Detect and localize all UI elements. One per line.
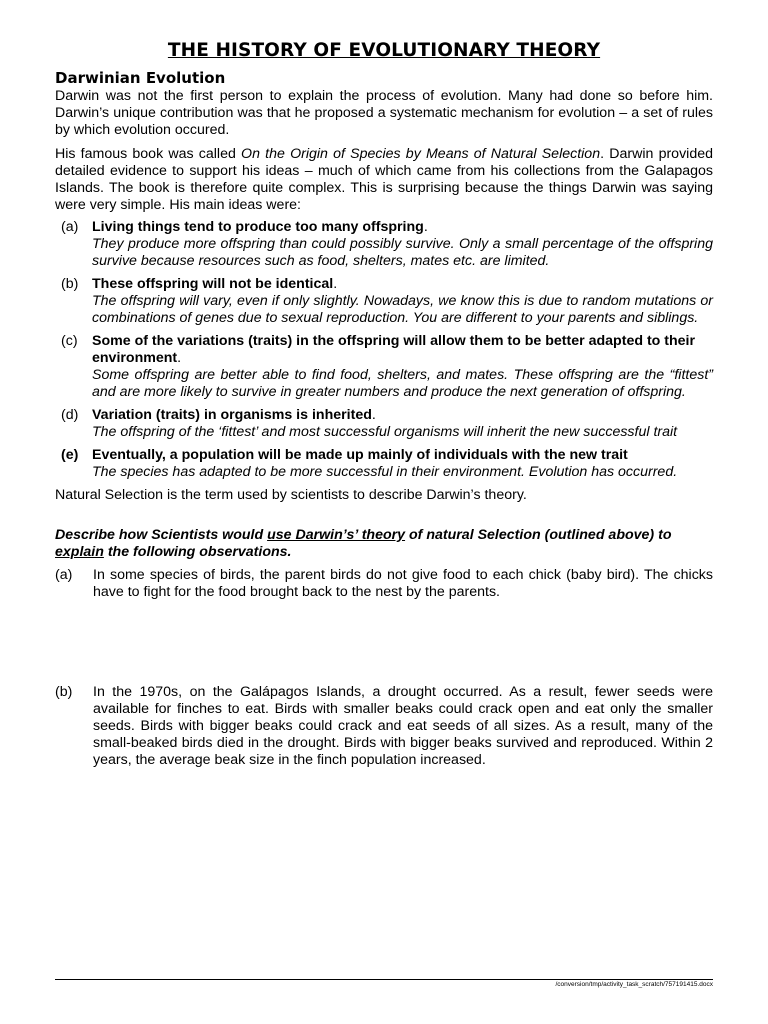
idea-heading: These offspring will not be identical (92, 276, 334, 293)
idea-detail: The offspring will vary, even if only slightly. Nowadays, we know this is due to random mutations or combinations of genes due to sexual reproduction. You are different to your parents and siblings. (92, 293, 713, 327)
question-emphasis: use Darwin’s’ theory (267, 526, 406, 543)
main-ideas-list (55, 219, 713, 481)
book-paragraph-end: . Darwin provided detailed evidence to support his ideas – much of which came from his collections from the Galapagos Islands. The book is therefore quite complex. This is surprising because the things Darwin was saying were very simple. His main ideas were: (55, 145, 713, 214)
document-page (55, 40, 713, 769)
idea-label: (a) (61, 219, 79, 236)
observation-label: (b) (55, 683, 73, 700)
idea-label: (b) (61, 276, 79, 293)
document-title: THE HISTORY OF EVOLUTIONARY THEORY (167, 40, 601, 61)
idea-heading: Some of the variations (traits) in the offspring will allow them to be better adapted to their environment (92, 333, 696, 367)
idea-detail: The species has adapted to be more successful in their environment. Evolution has occurred. (92, 464, 678, 481)
idea-punct: . (371, 407, 376, 424)
idea-heading: Eventually, a population will be made up mainly of individuals with the new trait (92, 447, 628, 464)
idea-item (55, 276, 713, 327)
idea-detail: They produce more offspring than could possibly survive. Only a small percentage of the offspring survive because resources such as food, shelters, mates etc. are limited. (92, 236, 713, 270)
idea-item (55, 333, 713, 401)
book-title: On the Origin of Species by Means of Natural Selection (241, 145, 601, 162)
question-text: the following observations. (103, 543, 292, 560)
idea-punct: . (423, 219, 428, 236)
question-text: of natural Selection (outlined above) to (405, 526, 672, 543)
idea-label: (d) (61, 407, 79, 424)
idea-punct: . (333, 276, 338, 293)
observation-item (55, 684, 713, 769)
question-prompt (55, 527, 713, 561)
observation-text: In some species of birds, the parent birds do not give food to each chick (baby bird). The chicks have to fight for the food brought back to the nest by the parents. (93, 566, 713, 600)
intro-paragraph: Darwin was not the first person to explain the process of evolution. Many had done so before him. Darwin’s unique contribution was that he proposed a systematic mechanism for evolution – a set of rules by which evolution occured. (55, 88, 713, 139)
natural-selection-note: Natural Selection is the term used by scientists to describe Darwin’s theory. (55, 487, 527, 504)
idea-detail: The offspring of the ‘fittest’ and most successful organisms will inherit the new successful trait (92, 424, 678, 441)
book-paragraph (55, 146, 713, 215)
observation-text: In the 1970s, on the Galápagos Islands, a drought occurred. As a result, fewer seeds were available for finches to eat. Birds with smaller beaks could crack open and eat only the smaller seeds. Birds with bigger beaks could crack and eat seeds of all sizes. As a result, many of the small-beaked birds died in the drought. Birds with bigger beaks survived and reproduced. Within 2 years, the average beak size in the finch population increased. (93, 683, 713, 768)
idea-item (55, 407, 713, 441)
question-emphasis: explain (55, 543, 104, 560)
idea-punct: . (177, 350, 182, 367)
section-heading: Darwinian Evolution (55, 69, 226, 87)
question-text: Describe how Scientists would (55, 526, 268, 543)
footer-file-path: /conversion/tmp/activity_task_scratch/757191415.docx (555, 981, 713, 988)
idea-label: (c) (61, 333, 78, 350)
book-paragraph-start: His famous book was called (55, 145, 242, 162)
footer-divider (55, 979, 713, 980)
idea-detail: Some offspring are better able to find food, shelters, and mates. These offspring are the “fittest” and are more likely to survive in greater numbers and produce the next generation of offspring. (92, 367, 713, 401)
observation-label: (a) (55, 566, 73, 583)
idea-item (55, 447, 713, 481)
idea-label: (e) (61, 447, 79, 464)
idea-heading: Variation (traits) in organisms is inherited (92, 407, 372, 424)
observation-item (55, 567, 713, 601)
idea-heading: Living things tend to produce too many offspring (92, 219, 424, 236)
idea-item (55, 219, 713, 270)
